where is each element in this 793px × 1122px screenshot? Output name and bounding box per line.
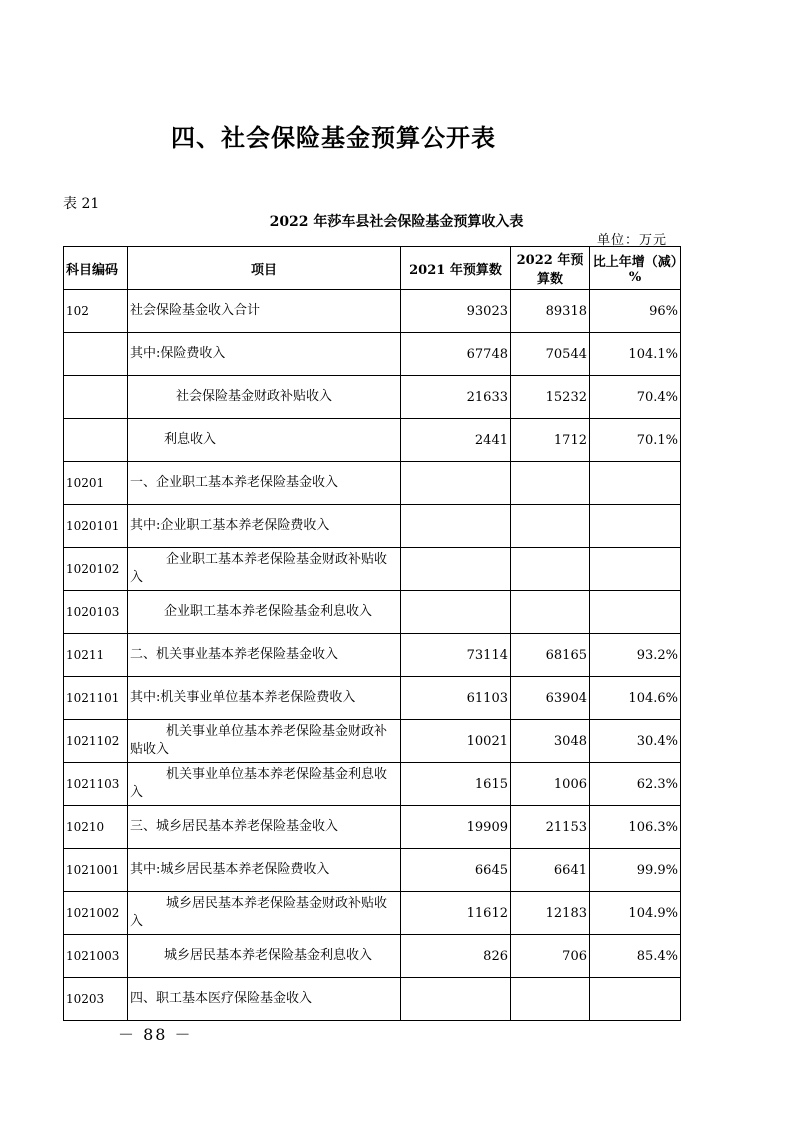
table-row — [64, 677, 681, 720]
row-code: 1020101 — [64, 505, 128, 548]
row-budget-2021: 21633 — [401, 376, 511, 419]
table-header-row — [64, 247, 681, 290]
table-row — [64, 548, 681, 591]
row-item: 二、机关事业基本养老保险基金收入 — [128, 634, 401, 677]
row-budget-2021: 61103 — [401, 677, 511, 720]
row-change: 30.4% — [590, 720, 681, 763]
row-budget-2022 — [511, 462, 590, 505]
header-code: 科目编码 — [64, 247, 128, 290]
unit-label: 单位：万元 — [596, 233, 667, 248]
row-budget-2022: 68165 — [511, 634, 590, 677]
table-row — [64, 935, 681, 978]
row-item: 机关事业单位基本养老保险基金财政补贴收入 — [128, 720, 401, 763]
row-change: 85.4% — [590, 935, 681, 978]
row-budget-2021 — [401, 591, 511, 634]
row-item: 城乡居民基本养老保险基金财政补贴收入 — [128, 892, 401, 935]
row-budget-2021: 826 — [401, 935, 511, 978]
row-item: 其中:城乡居民基本养老保险费收入 — [128, 849, 401, 892]
row-code: 1020102 — [64, 548, 128, 591]
row-budget-2022: 63904 — [511, 677, 590, 720]
row-budget-2022: 706 — [511, 935, 590, 978]
table-row — [64, 720, 681, 763]
row-code: 10201 — [64, 462, 128, 505]
row-budget-2021 — [401, 505, 511, 548]
row-budget-2022: 6641 — [511, 849, 590, 892]
row-code: 1021003 — [64, 935, 128, 978]
row-item: 利息收入 — [128, 419, 401, 462]
row-budget-2022: 89318 — [511, 290, 590, 333]
row-item: 三、城乡居民基本养老保险基金收入 — [128, 806, 401, 849]
row-change: 96% — [590, 290, 681, 333]
row-code — [64, 376, 128, 419]
row-change — [590, 591, 681, 634]
row-code: 10203 — [64, 978, 128, 1021]
row-code: 102 — [64, 290, 128, 333]
table-row — [64, 978, 681, 1021]
row-item: 社会保险基金财政补贴收入 — [128, 376, 401, 419]
table-body — [64, 290, 681, 1021]
row-budget-2022 — [511, 591, 590, 634]
row-code: 10210 — [64, 806, 128, 849]
row-change: 104.1% — [590, 333, 681, 376]
row-item: 社会保险基金收入合计 — [128, 290, 401, 333]
header-change: 比上年增（减）% — [590, 247, 681, 290]
table-row — [64, 333, 681, 376]
row-change: 93.2% — [590, 634, 681, 677]
row-item: 企业职工基本养老保险基金利息收入 — [128, 591, 401, 634]
row-budget-2021 — [401, 462, 511, 505]
row-budget-2021: 11612 — [401, 892, 511, 935]
table-title: 2022 年莎车县社会保险基金预算收入表 — [269, 214, 524, 230]
row-code: 1021002 — [64, 892, 128, 935]
row-change: 70.4% — [590, 376, 681, 419]
row-code: 1021101 — [64, 677, 128, 720]
row-budget-2022: 12183 — [511, 892, 590, 935]
row-budget-2022: 1712 — [511, 419, 590, 462]
header-item: 项目 — [128, 247, 401, 290]
table-row — [64, 376, 681, 419]
row-budget-2021: 2441 — [401, 419, 511, 462]
row-item: 城乡居民基本养老保险基金利息收入 — [128, 935, 401, 978]
row-code — [64, 333, 128, 376]
row-budget-2021: 6645 — [401, 849, 511, 892]
row-budget-2022: 1006 — [511, 763, 590, 806]
row-change: 106.3% — [590, 806, 681, 849]
row-change: 62.3% — [590, 763, 681, 806]
row-code: 1020103 — [64, 591, 128, 634]
budget-table — [63, 246, 681, 1021]
row-change: 99.9% — [590, 849, 681, 892]
table-row — [64, 892, 681, 935]
row-budget-2022 — [511, 978, 590, 1021]
row-budget-2021: 73114 — [401, 634, 511, 677]
table-row — [64, 290, 681, 333]
row-code: 1021001 — [64, 849, 128, 892]
row-item: 一、企业职工基本养老保险基金收入 — [128, 462, 401, 505]
row-budget-2021 — [401, 978, 511, 1021]
row-budget-2022: 70544 — [511, 333, 590, 376]
row-budget-2021: 19909 — [401, 806, 511, 849]
table-row — [64, 806, 681, 849]
row-code: 1021102 — [64, 720, 128, 763]
header-budget-2021: 2021 年预算数 — [401, 247, 511, 290]
row-change: 70.1% — [590, 419, 681, 462]
row-budget-2022: 15232 — [511, 376, 590, 419]
row-budget-2021: 10021 — [401, 720, 511, 763]
row-change: 104.9% — [590, 892, 681, 935]
row-code: 1021103 — [64, 763, 128, 806]
table-row — [64, 462, 681, 505]
row-change — [590, 505, 681, 548]
row-item: 其中:机关事业单位基本养老保险费收入 — [128, 677, 401, 720]
header-budget-2022: 2022 年预算数 — [511, 247, 590, 290]
table-row — [64, 505, 681, 548]
table-number: 表 21 — [63, 196, 100, 212]
row-budget-2021: 1615 — [401, 763, 511, 806]
row-item: 其中:保险费收入 — [128, 333, 401, 376]
row-item: 企业职工基本养老保险基金财政补贴收入 — [128, 548, 401, 591]
row-budget-2021: 93023 — [401, 290, 511, 333]
table-row — [64, 634, 681, 677]
table-row — [64, 763, 681, 806]
row-item: 四、职工基本医疗保险基金收入 — [128, 978, 401, 1021]
row-item: 机关事业单位基本养老保险基金利息收入 — [128, 763, 401, 806]
row-change: 104.6% — [590, 677, 681, 720]
row-code: 10211 — [64, 634, 128, 677]
table-row — [64, 419, 681, 462]
row-budget-2022 — [511, 505, 590, 548]
table-row — [64, 591, 681, 634]
row-budget-2021 — [401, 548, 511, 591]
row-budget-2022: 21153 — [511, 806, 590, 849]
row-budget-2021: 67748 — [401, 333, 511, 376]
row-budget-2022 — [511, 548, 590, 591]
page-heading: 四、社会保险基金预算公开表 — [171, 124, 496, 152]
row-budget-2022: 3048 — [511, 720, 590, 763]
page-number: － 88 － — [118, 1025, 193, 1044]
row-item: 其中:企业职工基本养老保险费收入 — [128, 505, 401, 548]
row-change — [590, 978, 681, 1021]
row-change — [590, 462, 681, 505]
table-row — [64, 849, 681, 892]
row-change — [590, 548, 681, 591]
row-code — [64, 419, 128, 462]
